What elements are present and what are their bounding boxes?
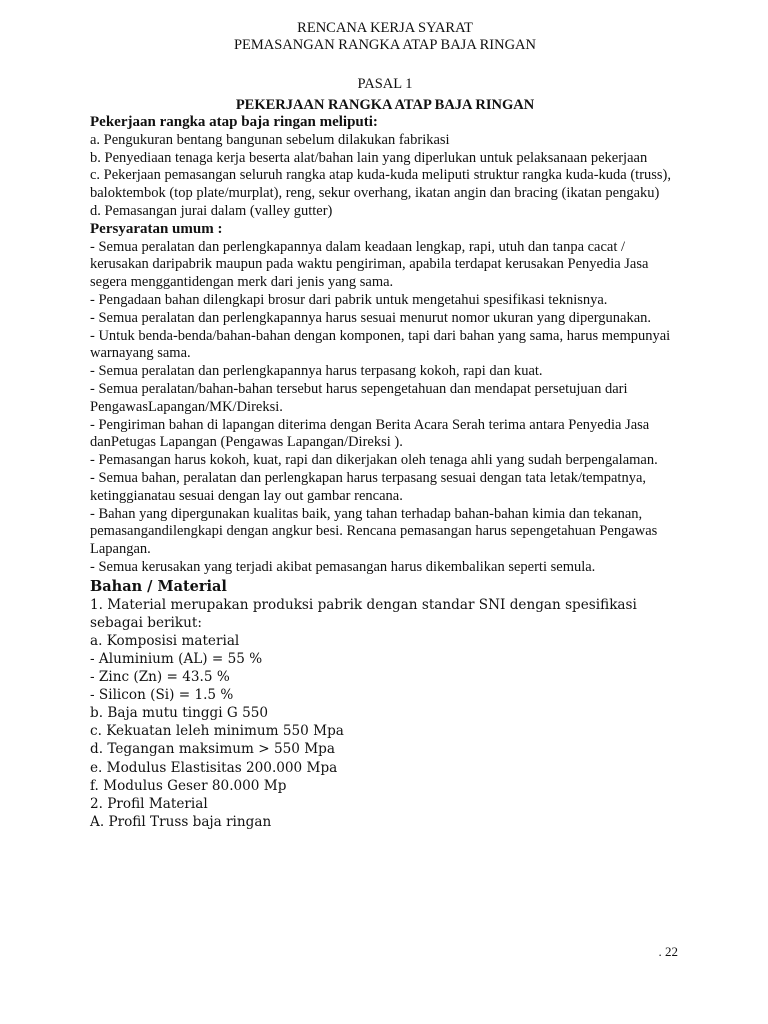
material-item: 2. Profil Material (90, 795, 208, 812)
requirement-item: - Semua peralatan dan perlengkapannya harus sesuai menurut nomor ukuran yang dipergunakan. (90, 309, 652, 326)
general-requirements-section (90, 221, 680, 577)
requirement-item: - Semua peralatan dan perlengkapannya dalam keadaan lengkap, rapi, utuh dan tanpa cacat / kerusakan daripabrik maupun pada waktu pengiriman, apabila terdapat kerusakan Penyedia Jasa segera menggantidengan merk dari jenis yang sama. (90, 238, 649, 291)
material-item: - Zinc (Zn) = 43.5 % (90, 669, 230, 686)
scope-item: d. Pemasangan jurai dalam (valley gutter) (90, 202, 333, 219)
general-requirements-heading: Persyaratan umum : (90, 220, 223, 237)
section-title: PEKERJAAN RANGKA ATAP BAJA RINGAN (235, 97, 535, 113)
scope-item: a. Pengukuran bentang bangunan sebelum dilakukan fabrikasi (90, 131, 450, 148)
pasal-number: PASAL 1 (357, 76, 413, 92)
document-title-line-1: RENCANA KERJA SYARAT (297, 20, 473, 36)
material-heading: Bahan / Material (90, 577, 227, 595)
document-header (90, 20, 680, 114)
scope-item: b. Penyediaan tenaga kerja beserta alat/bahan lain yang diperlukan untuk pelaksanaan pekerjaan (90, 149, 648, 166)
material-item: c. Kekuatan leleh minimum 550 Mpa (90, 723, 344, 740)
scope-section (90, 114, 680, 221)
document-page (90, 20, 680, 831)
requirement-item: - Bahan yang dipergunakan kualitas baik, yang tahan terhadap bahan-bahan kimia dan tekanan, pemasangandilengkapi dengan angkur besi. Rencana pemasangan harus sepengetahuan Pengawas Lapangan. (90, 505, 658, 558)
requirement-item: - Semua peralatan/bahan-bahan tersebut harus sepengetahuan dan mendapat persetujuan dari PengawasLapangan/MK/Direksi. (90, 380, 628, 415)
requirement-item: - Untuk benda-benda/bahan-bahan dengan komponen, tapi dari bahan yang sama, harus mempunyai warnayang sama. (90, 327, 671, 362)
requirement-item: - Semua kerusakan yang terjadi akibat pemasangan harus dikembalikan seperti semula. (90, 558, 596, 575)
material-item: - Silicon (Si) = 1.5 % (90, 687, 234, 704)
requirement-item: - Semua peralatan dan perlengkapannya harus terpasang kokoh, rapi dan kuat. (90, 363, 543, 380)
material-item: b. Baja mutu tinggi G 550 (90, 705, 269, 722)
page-number: . 22 (658, 944, 678, 959)
material-item: a. Komposisi material (90, 632, 240, 649)
document-title-line-2: PEMASANGAN RANGKA ATAP BAJA RINGAN (233, 37, 537, 53)
material-item: 1. Material merupakan produksi pabrik dengan standar SNI dengan spesifikasi sebagai berikut: (90, 596, 637, 631)
requirement-item: - Pemasangan harus kokoh, kuat, rapi dan dikerjakan oleh tenaga ahli yang sudah berpengalaman. (90, 452, 658, 469)
material-item: d. Tegangan maksimum > 550 Mpa (90, 741, 335, 758)
scope-heading: Pekerjaan rangka atap baja ringan meliputi: (90, 114, 378, 130)
requirement-item: - Pengadaan bahan dilengkapi brosur dari pabrik untuk mengetahui spesifikasi teknisnya. (90, 291, 608, 308)
scope-item: c. Pekerjaan pemasangan seluruh rangka atap kuda-kuda meliputi struktur rangka kuda-kuda (truss), baloktembok (top plate/murplat), reng, sekur overhang, ikatan angin dan bracing (ikatan pengaku) (90, 167, 672, 202)
material-item: A. Profil Truss baja ringan (90, 813, 272, 830)
material-section (90, 577, 680, 831)
requirement-item: - Semua bahan, peralatan dan perlengkapan harus terpasang sesuai dengan tata letak/tempatnya, ketinggianatau sesuai dengan lay out gambar rencana. (90, 469, 647, 504)
material-item: - Aluminium (AL) = 55 % (90, 651, 263, 667)
material-item: f. Modulus Geser 80.000 Mp (90, 777, 287, 794)
material-item: e. Modulus Elastisitas 200.000 Mpa (90, 759, 338, 776)
requirement-item: - Pengiriman bahan di lapangan diterima dengan Berita Acara Serah terima antara Penyedia Jasa danPetugas Lapangan (Pengawas Lapangan/Direksi ). (90, 416, 650, 451)
